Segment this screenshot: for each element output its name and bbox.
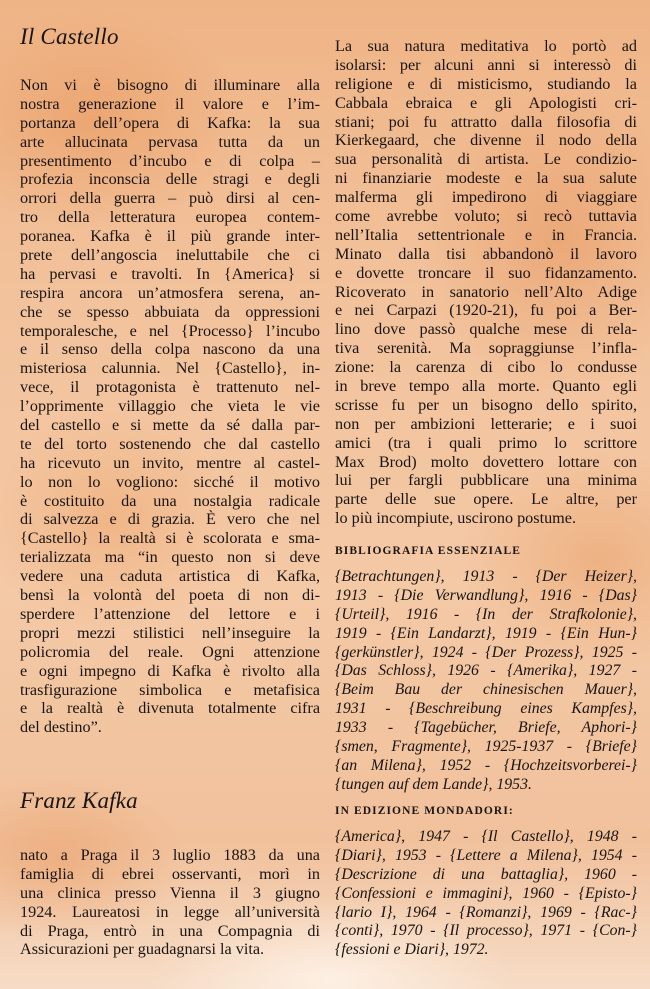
- text-line: amici (tra i quali primo lo scrittore: [335, 433, 637, 452]
- text-line: e ogni impegno di Kafka è rivolto alla: [20, 661, 320, 680]
- text-line: che se spesso abbuiata da oppressioni: [20, 302, 320, 321]
- text-line: ni finanziarie modeste e la sua salute: [335, 169, 637, 188]
- section-title-il-castello: Il Castello: [20, 24, 119, 49]
- text-line: Non vi è bisogno di illuminare alla: [20, 76, 320, 94]
- text-line: nostra generazione il valore e l’im-: [20, 94, 320, 113]
- text-line: lino dove passò qualche mese di rela-: [335, 320, 637, 339]
- text-line: di Praga, entrò in una Compagnia di: [20, 921, 320, 940]
- text-line: ha pervasi e travolti. In {America} si: [20, 264, 320, 283]
- text-line: {Betrachtungen}, 1913 - {Der Heizer},: [335, 568, 637, 585]
- text-line: nato a Praga il 3 luglio 1883 da una: [20, 846, 320, 864]
- text-line: stiani; poi fu attratto dalla filosofia di: [335, 112, 637, 131]
- text-line: del castello e si mette da sé dalla par-: [20, 416, 320, 435]
- text-line: Cabbala ebraica e gli Apologisti cri-: [335, 93, 637, 112]
- text-line: l’opprimente villaggio che vieta le vie: [20, 397, 320, 416]
- bibliography-heading: BIBLIOGRAFIA ESSENZIALE: [335, 545, 522, 557]
- text-line: di salvezza e di grazia. È vero che nel: [20, 510, 320, 529]
- text-line: Max Brod) molto dovettero lottare con: [335, 452, 637, 471]
- text-line: 1919 - {Ein Landarzt}, 1919 - {Ein Hun-}: [335, 624, 637, 642]
- text-line: e il senso della colpa nascono da una: [20, 340, 320, 359]
- text-line: La sua natura meditativa lo portò ad: [335, 37, 637, 55]
- text-line: vedere una caduta artistica di Kafka,: [20, 567, 320, 586]
- text-line: sua personalità di artista. Le condizio-: [335, 150, 637, 169]
- text-line: malferma gli impedirono di viaggiare: [335, 188, 637, 207]
- text-line: {gerkünstler}, 1924 - {Der Prozess}, 1925 -: [335, 643, 637, 661]
- text-line: e la realtà è divenuta totalmente cifra: [20, 699, 320, 718]
- text-line: te del torto sostenendo che dal castello: [20, 434, 320, 453]
- text-line: non per ambizioni letterarie; e i suoi: [335, 414, 637, 433]
- text-line: 1924. Laureatosi in legge all’università: [20, 902, 320, 921]
- bibliography-list: [335, 568, 637, 795]
- text-line: {Descrizione di una battaglia}, 1960 -: [335, 865, 637, 883]
- text-line: respira ancora un’atmosfera serena, an-: [20, 283, 320, 302]
- text-line: Assicurazioni per guadagnarsi la vita.: [20, 940, 265, 959]
- text-line: 1933 - {Tagebücher, Briefe, Aphori-}: [335, 719, 637, 737]
- text-line: 1913 - {Die Verwandlung}, 1916 - {Das}: [335, 586, 637, 604]
- text-line: arte allucinata pervasa tutta da un: [20, 132, 320, 151]
- text-line: orrori della guerra – può dirsi al cen-: [20, 189, 320, 208]
- text-line: zione: la carenza di cibo lo condusse: [335, 358, 637, 377]
- text-line: del destino”.: [20, 718, 102, 737]
- text-line: {an Milena}, 1952 - {Hochzeitsvorberei-}: [335, 756, 637, 774]
- text-line: 1931 - {Beschreibung eines Kampfes},: [335, 700, 637, 718]
- text-line: {Beim Bau der chinesischen Mauer},: [335, 681, 637, 699]
- text-line: {lario I}, 1964 - {Romanzi}, 1969 - {Rac-}: [335, 903, 637, 921]
- text-line: {Urteil}, 1916 - {In der Strafkolonie},: [335, 605, 637, 623]
- text-line: terializzata ma “in questo non si deve: [20, 548, 320, 567]
- text-line: famiglia di ebrei osservanti, morì in: [20, 864, 320, 883]
- text-line: ha ricevuto un invito, mentre al castel-: [20, 453, 320, 472]
- kafka-biography-continued: [335, 37, 637, 528]
- text-line: parte delle sue opere. Le altre, per: [335, 490, 637, 509]
- text-line: in breve tempo alla morte. Quanto egli: [335, 377, 637, 396]
- text-line: temporalesche, e nel {Processo} l’incubo: [20, 321, 320, 340]
- text-line: e dovette troncare il suo fidanzamento.: [335, 263, 637, 282]
- text-line: trasfigurazione simbolica e metafisica: [20, 680, 320, 699]
- text-line: è costituito da una nostalgia radicale: [20, 491, 320, 510]
- text-line: {Confessioni e immagini}, 1960 - {Episto-}: [335, 884, 637, 902]
- mondadori-editions-list: [335, 828, 637, 960]
- text-line: Ricoverato in sanatorio nell’Alto Adige: [335, 282, 637, 301]
- text-line: tro della letteratura europea contem-: [20, 208, 320, 227]
- kafka-biography-intro: [20, 846, 320, 959]
- text-line: profezia inconscia delle stragi e degli: [20, 170, 320, 189]
- text-line: policromia del reale. Ogni attenzione: [20, 642, 320, 661]
- text-line: {Castello} la realtà si è scolorata e sma-: [20, 529, 320, 548]
- section-title-franz-kafka: Franz Kafka: [20, 788, 138, 813]
- text-line: {Das Schloss}, 1926 - {Amerika}, 1927 -: [335, 662, 637, 680]
- castello-paragraph: [20, 76, 320, 737]
- text-line: sperdere l’attenzione del lettore e i: [20, 604, 320, 623]
- text-line: portanza dell’opera di Kafka: la sua: [20, 113, 320, 132]
- text-line: come avrebbe voluto; si recò tuttavia: [335, 207, 637, 226]
- text-line: lo più incompiute, uscirono postume.: [335, 509, 576, 528]
- text-line: {smen, Fragmente}, 1925-1937 - {Briefe}: [335, 738, 637, 756]
- text-line: propri mezzi stilistici nell’inseguire la: [20, 623, 320, 642]
- text-line: {tungen auf dem Lande}, 1953.: [335, 775, 532, 793]
- text-line: una clinica presso Vienna il 3 giugno: [20, 883, 320, 902]
- text-line: bensì la volontà del poeta di non di-: [20, 586, 320, 605]
- text-line: isolarsi: per alcuni anni si interessò di: [335, 55, 637, 74]
- text-line: tiva serenità. Ma sopraggiunse l’infla-: [335, 339, 637, 358]
- text-line: {Diari}, 1953 - {Lettere a Milena}, 1954 -: [335, 846, 637, 864]
- text-line: e nei Carpazi (1920-21), fu poi a Ber-: [335, 301, 637, 320]
- text-line: vece, il protagonista è trattenuto nel-: [20, 378, 320, 397]
- text-line: poranea. Kafka è il più grande inter-: [20, 227, 320, 246]
- text-line: Minato dalla tisi abbandonò il lavoro: [335, 244, 637, 263]
- text-line: presentimento d’incubo e di colpa –: [20, 151, 320, 170]
- text-line: Kierkegaard, che divenne il nodo della: [335, 131, 637, 150]
- text-line: nell’Italia settentrionale e in Francia.: [335, 225, 637, 244]
- text-line: {America}, 1947 - {Il Castello}, 1948 -: [335, 828, 637, 845]
- text-line: scrisse fu per un bisogno dello spirito,: [335, 395, 637, 414]
- text-line: {fessioni e Diari}, 1972.: [335, 941, 489, 959]
- text-line: lui per fargli pubblicare una minima: [335, 471, 637, 490]
- text-line: lo non lo vogliono: sicché il motivo: [20, 472, 320, 491]
- mondadori-heading: IN EDIZIONE MONDADORI:: [335, 805, 514, 817]
- text-line: prete dell’angoscia ineluttabile che ci: [20, 246, 320, 265]
- text-line: religione e di misticismo, studiando la: [335, 74, 637, 93]
- text-line: {conti}, 1970 - {Il processo}, 1971 - {Con-}: [335, 922, 637, 940]
- text-line: misteriosa calunnia. Nel {Castello}, in-: [20, 359, 320, 378]
